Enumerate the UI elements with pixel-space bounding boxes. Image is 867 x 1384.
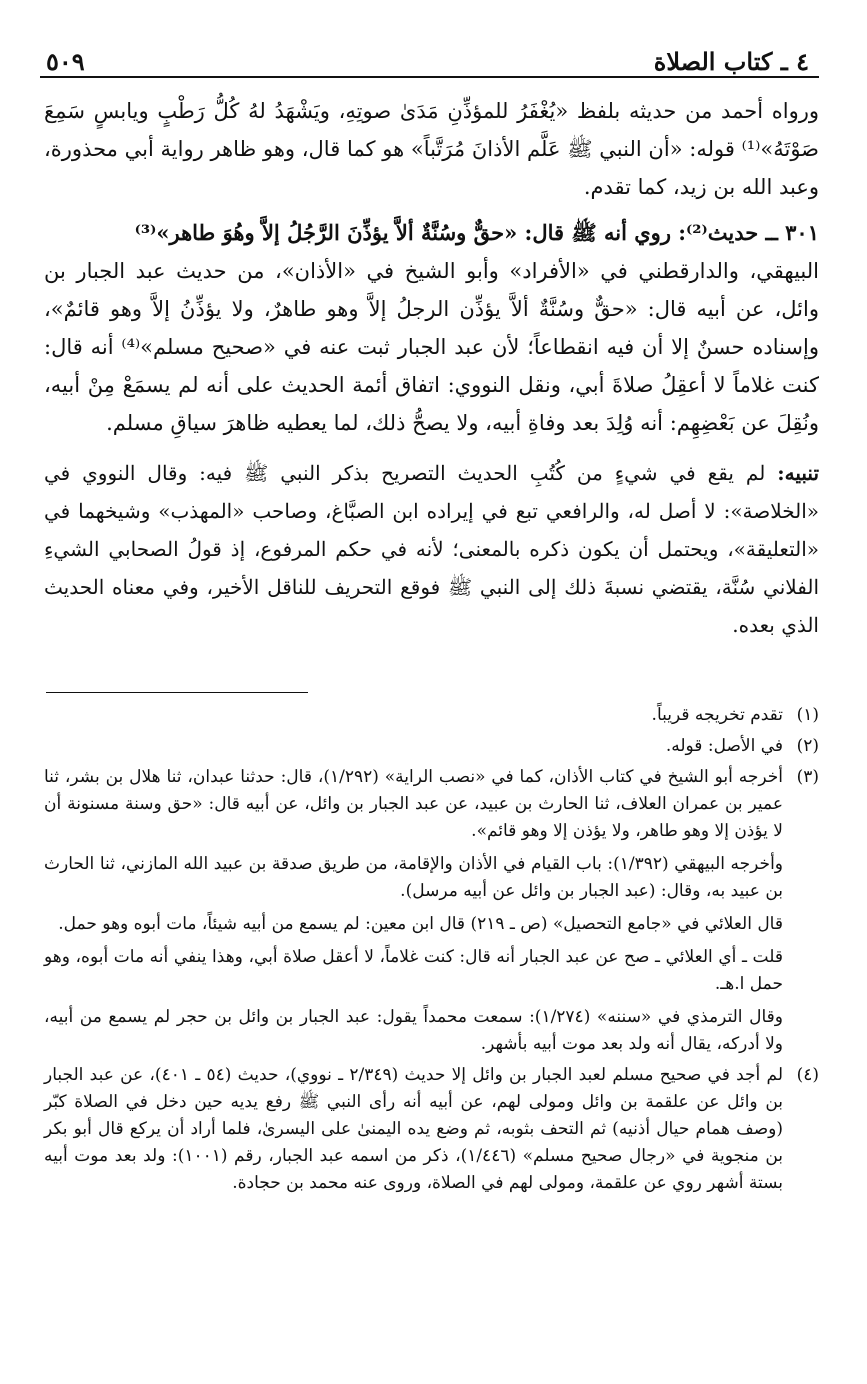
footnote-paragraph: قلت ـ أي العلائي ـ صح عن عبد الجبار أنه قال: كنت غلاماً، لا أعقل صلاة أبي، وهذا ينفي أنه مات أبوه، وهو حمل ا.هـ. [44,947,783,994]
footnote-paragraph: وقال الترمذي في «سننه» (١/٢٧٤): سمعت محمداً يقول: عبد الجبار بن وائل بن حجر لم يسمع من أبيه، ولا أدركه، يقال أنه ولد بعد موت أبيه بأشهر. [44,1007,783,1054]
footnote-paragraph: وأخرجه البيهقي (١/٣٩٢): باب القيام في الأذان والإقامة، من طريق صدقة بن عبيد الله المازني، ثنا الحارث بن عبيد به، وقال: (عبد الجبار بن وائل عن أبيه مرسل). [44,854,783,901]
footnotes [44,702,819,1201]
footnote-text: في الأصل: قوله. [665,736,783,756]
main-text [44,92,819,644]
footnote-number: (٢) [796,736,819,756]
chapter-title: ٤ ـ كتاب الصلاة [653,47,809,76]
note-label: تنبيه: [777,461,820,485]
intro-paragraph: ورواه أحمد من حديثه بلفظ «يُغْفَرُ للمؤذِّنِ مَدَىٰ صوتِهِ، ويَشْهَدُ لهُ كُلُّ رَطْبٍ ويابسٍ سَمِعَ صَوْتَهُ»⁽¹⁾ قوله: «أن النبي ﷺ عَلَّم الأذانَ مُرَتَّباً» هو كما قال، وهو ظاهر رواية أبي محذورة، وعبد الله بن زيد، كما تقدم. [44,99,819,199]
footnote-number: (٣) [796,767,819,787]
footnote-text: لم أجد في صحيح مسلم لعبد الجبار بن وائل إلا حديث (٢/٣٤٩ ـ نووي)، حديث (٥٤ ـ ٤٠١)، عن عبد الجبار بن وائل عن علقمة بن وائل ومولى لهم، عن أبيه أنه رأى النبي ﷺ رفع يديه حين دخل في الصلاة كبّر (وصف همام حيال أذنيه) ثم التحف بثوبه، ثم وضع يده اليمنىٰ على اليسرىٰ، فلما أراد أن يركع قال أبو بكر بن منجوية في «رجال صحيح مسلم» (١/٤٤٦)، ذكر من اسمه عبد الجبار، رقم (١٠٠١): ولد بعد موت أبيه بستة أشهر روي عن علقمة، ومولى لهم في الصلاة، وروى عنه محمد بن حجادة. [44,1065,783,1193]
page-number: ٥٠٩ [46,47,85,76]
hadith-commentary: البيهقي، والدارقطني في «الأفراد» وأبو الشيخ في «الأذان»، من حديث عبد الجبار بن وائل، عن أبيه قال: «حقٌّ وسُنَّةٌ ألاَّ يؤذِّن الرجلُ إلاَّ وهو طاهرٌ، ولا يؤذِّنُ إلاَّ وهو قائمٌ»، وإسناده حسنٌ إلا أن فيه انقطاعاً؛ لأن عبد الجبار ثبت عنه في «صحيح مسلم»⁽⁴⁾ أنه قال: كنت غلاماً لا أعقِلُ صلاةَ أبي، ونقل النووي: اتفاق أئمة الحديث على أنه لم يسمَعْ مِنْ أبيه، ونُقِلَ عن بَعْضِهِم: أنه وُلِدَ بعد وفاةِ أبيه، ولا يصحُّ ذلك، لما يعطيه ظاهرَ سياقِ مسلم. [44,259,820,435]
footnote-4 [44,1062,819,1197]
footnote-text: تقدم تخريجه قريباً. [651,705,783,725]
footnote-separator [46,692,308,693]
footnote-1 [44,702,819,729]
footnote-paragraph: أخرجه أبو الشيخ في كتاب الأذان، كما في «نصب الراية» (١/٢٩٢)، قال: حدثنا عبدان، ثنا هلال بن بشر، ثنا عمير بن عمران العلاف، ثنا الحارث بن عبيد، عن عبد الجبار بن وائل، عن أبيه قال: «حق وسنة مسنونة أن لا يؤذن إلا وهو طاهر، ولا يؤذن إلا وهو قائم». [44,767,784,841]
footnote-3 [44,764,819,1058]
footnote-paragraph: قال العلائي في «جامع التحصيل» (ص ـ ٢١٩) قال ابن معين: لم يسمع من أبيه شيئاً، مات أبوه وهو حمل. [58,914,783,934]
footnote-2 [44,733,819,760]
note-paragraph [44,454,819,644]
note-body: لم يقع في شيءٍ من كُتُبِ الحديث التصريح بذكر النبي ﷺ فيه: وقال النووي في «الخلاصة»: لا أصل له، والرافعي تبع في إيراده ابن الصبَّاغ، وصاحب «المهذب» وشيخهما في «التعليقة»، ويحتمل أن يكون ذكره بالمعنى؛ لأنه في حكم المرفوع، إذ قولُ الصحابي الشيءِ الفلاني سُنَّة، يقتضي نسبةَ ذلك إلى النبي ﷺ فوقع التحريف للناقل الأخير، وفي معناه الحديث الذي بعده. [44,461,819,637]
footnote-number: (٤) [796,1065,819,1085]
footnote-number: (١) [796,705,819,725]
page-header [40,40,819,78]
hadith-heading: ٣٠١ ــ حديث⁽²⁾: روي أنه ﷺ قال: «حقٌّ وسُنَّةٌ ألاَّ يؤذِّنَ الرَّجُلُ إلاَّ وهُوَ طاهر»⁽³⁾ [134,220,819,245]
